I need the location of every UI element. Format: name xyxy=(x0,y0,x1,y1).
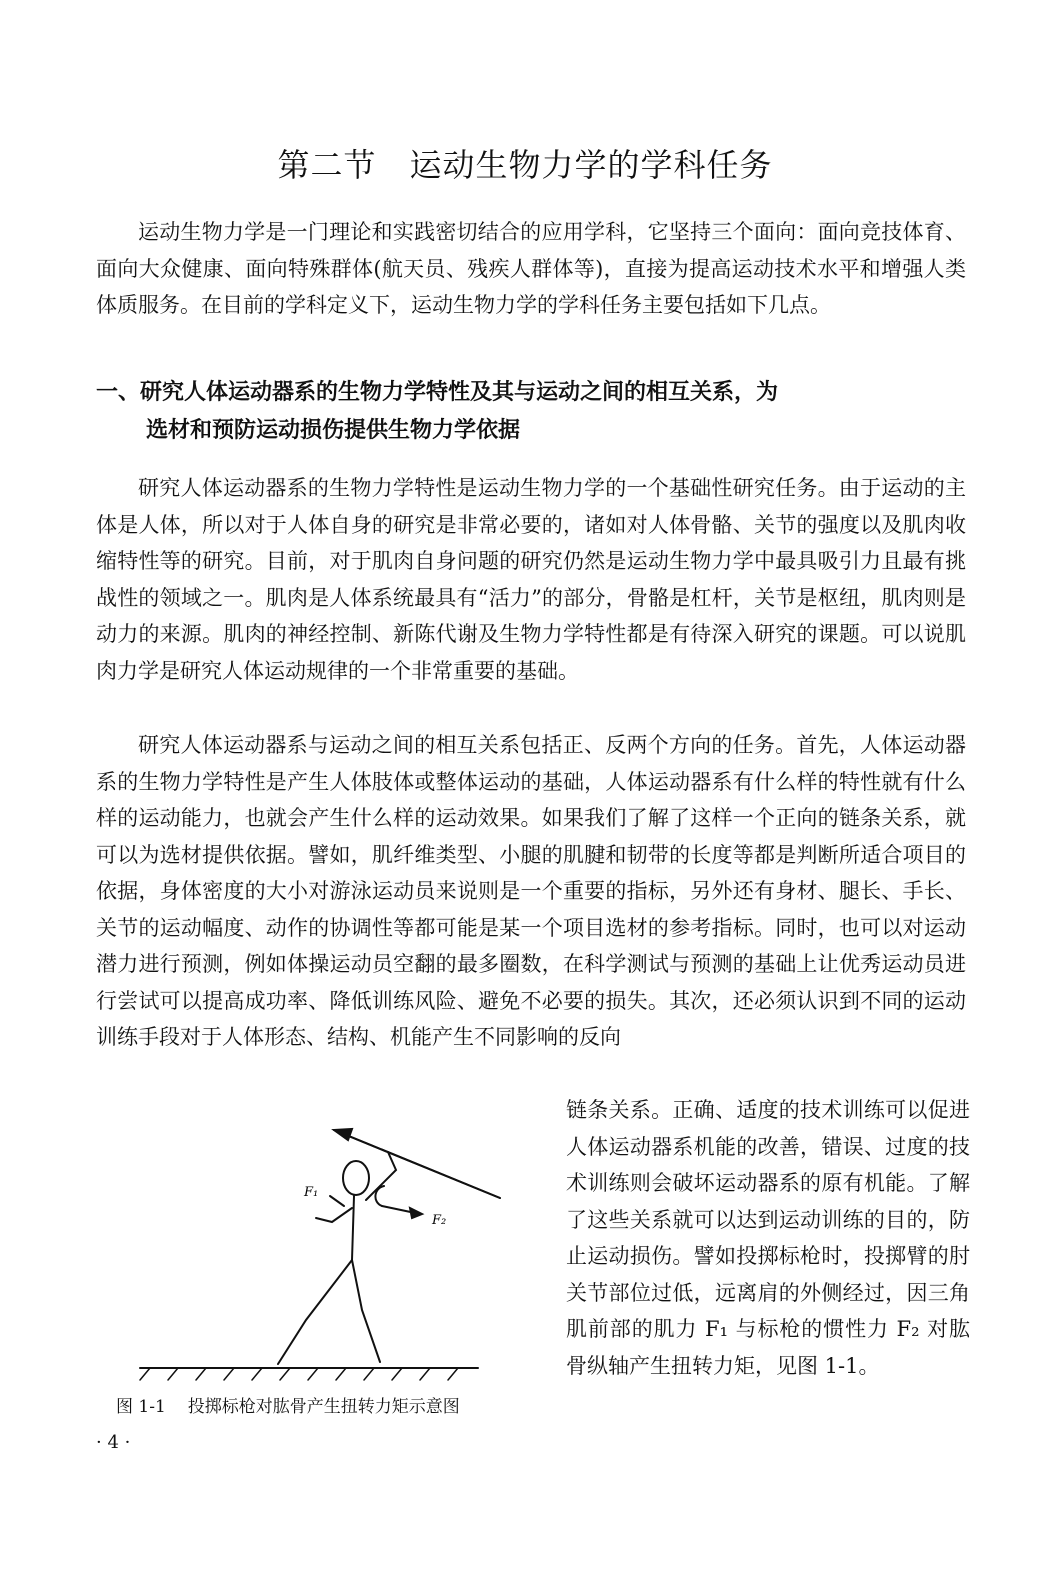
section-title: 第二节 运动生物力学的学科任务 xyxy=(277,146,773,184)
subsection-heading xyxy=(96,374,966,450)
force-f1-arrow xyxy=(330,1196,344,1206)
label-f1: F₁ xyxy=(304,1185,319,1200)
label-f2: F₂ xyxy=(432,1213,447,1228)
front-leg xyxy=(352,1260,380,1362)
caption-text: 投掷标枪对肱骨产生扭转力矩示意图 xyxy=(187,1397,460,1417)
caption-number: 图 1-1 xyxy=(116,1397,166,1417)
paragraph-side-column: 链条关系。正确、适度的技术训练可以促进人体运动器系机能的改善，错误、过度的技术训练则会破坏运动器系的原有机能。了解了这些关系就可以达到运动训练的目的，防止运动损伤。譬如投掷标枪时，投掷臂的肘关节部位过低，远离肩的外侧经过，因三角肌前部的肌力 F₁ 与标枪的惯性力 F₂ 对肱骨纵轴产生扭转力矩，见图 1-1。 xyxy=(566,1098,970,1378)
javelin-throw-figure xyxy=(120,1110,540,1410)
back-leg xyxy=(278,1260,352,1364)
figure-caption xyxy=(116,1392,546,1417)
torso xyxy=(352,1196,354,1260)
throwing-arm xyxy=(366,1152,396,1200)
front-arm xyxy=(316,1208,352,1222)
paragraph-mutual-relations: 研究人体运动器系与运动之间的相互关系包括正、反两个方向的任务。首先，人体运动器系的生物力学特性是产生人体肢体或整体运动的基础，人体运动器系有什么样的特性就有什么样的运动能力，也就会产生什么样的运动效果。如果我们了解了这样一个正向的链条关系，就可以为选材提供依据。譬如，肌纤维类型、小腿的肌腱和韧带的长度等都是判断所适合项目的依据，身体密度的大小对游泳运动员来说则是一个重要的指标，另外还有身材、腿长、手长、关节的运动幅度、动作的协调性等都可能是某一个项目选材的参考指标。同时，也可以对运动潜力进行预测，例如体操运动员空翻的最多圈数，在科学测试与预测的基础上让优秀运动员进行尝试可以提高成功率、降低训练风险、避免不必要的损失。其次，还必须认识到不同的运动训练手段对于人体形态、结构、机能产生不同影响的反向 xyxy=(96,733,966,1049)
page-number: · 4 · xyxy=(96,1432,131,1453)
intro-paragraph: 运动生物力学是一门理论和实践密切结合的应用学科，它坚持三个面向：面向竞技体育、面向大众健康、面向特殊群体(航天员、残疾人群体等)，直接为提高运动技术水平和增强人类体质服务。在目前的学科定义下，运动生物力学的学科任务主要包括如下几点。 xyxy=(96,220,966,317)
heading-line-1: 一、研究人体运动器系的生物力学特性及其与运动之间的相互关系，为 xyxy=(96,380,779,405)
javelin-line xyxy=(334,1130,500,1198)
figure-head xyxy=(343,1161,369,1195)
paragraph-muscle-mechanics: 研究人体运动器系的生物力学特性是运动生物力学的一个基础性研究任务。由于运动的主体是人体，所以对于人体自身的研究是非常必要的，诸如对人体骨骼、关节的强度以及肌肉收缩特性等的研究。目前，对于肌肉自身问题的研究仍然是运动生物力学中最具吸引力且最有挑战性的领域之一。肌肉是人体系统最具有“活力”的部分，骨骼是杠杆，关节是枢纽，肌肉则是动力的来源。肌肉的神经控制、新陈代谢及生物力学特性都是有待深入研究的课题。可以说肌肉力学是研究人体运动规律的一个非常重要的基础。 xyxy=(96,476,966,683)
heading-line-2: 选材和预防运动损伤提供生物力学依据 xyxy=(146,418,521,443)
force-f2-arrowhead xyxy=(410,1208,422,1218)
ground-hatching xyxy=(140,1368,458,1380)
javelin-tip-arrow xyxy=(334,1129,352,1140)
